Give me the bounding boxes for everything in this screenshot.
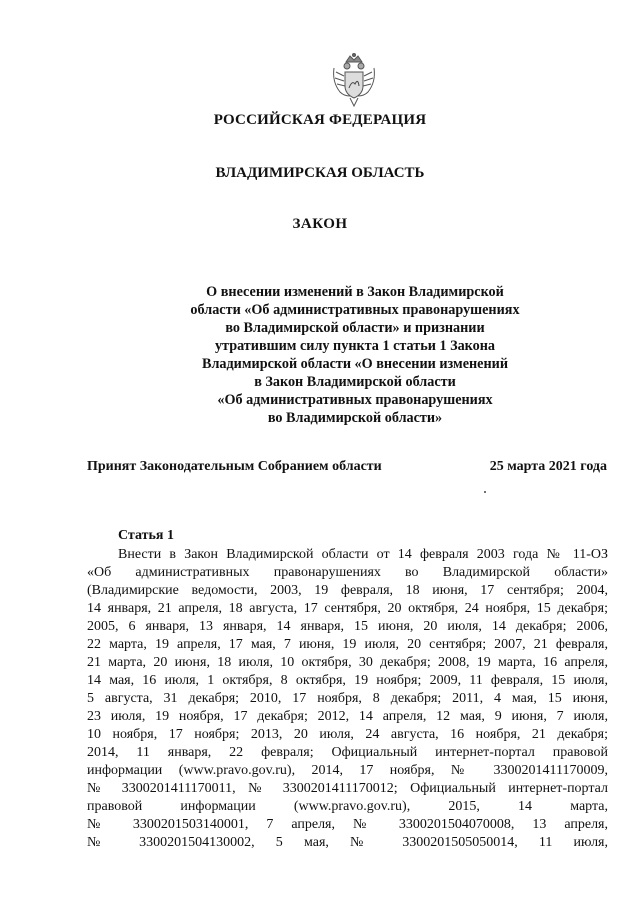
body-line: 14 января, 21 апреля, 18 августа, 17 сентября, 20 октября, 24 ноября, 15 декабря; bbox=[87, 601, 608, 616]
stray-dot bbox=[484, 491, 486, 493]
article-heading: Статья 1 bbox=[118, 528, 174, 543]
body-line: 5 августа, 31 декабря; 2010, 17 ноября, 8 декабря; 2011, 4 мая, 15 июня, bbox=[87, 691, 608, 706]
federation-heading: РОССИЙСКАЯ ФЕДЕРАЦИЯ bbox=[213, 112, 427, 128]
body-line: Внести в Закон Владимирской области от 14 февраля 2003 года № 11-ОЗ bbox=[118, 547, 608, 562]
region-heading: ВЛАДИМИРСКАЯ ОБЛАСТЬ bbox=[215, 165, 425, 181]
title-line: в Закон Владимирской области bbox=[254, 374, 456, 390]
body-line: 10 ноября, 17 ноября; 2013, 20 июля, 24 августа, 16 ноября, 21 декабря; bbox=[87, 727, 608, 742]
title-line: во Владимирской области» и признании bbox=[225, 320, 485, 336]
title-line: О внесении изменений в Закон Владимирской bbox=[206, 284, 504, 300]
body-line: 2005, 6 января, 13 января, 14 января, 15 июня, 20 июля, 14 декабря; 2006, bbox=[87, 619, 608, 634]
adoption-label: Принят Законодательным Собранием области bbox=[87, 459, 382, 474]
article-body bbox=[87, 546, 608, 852]
body-line: № 3300201411170011, № 3300201411170012; Официальный интернет-портал bbox=[87, 781, 608, 796]
title-line: Владимирской области «О внесении изменений bbox=[201, 356, 509, 372]
body-line: 22 марта, 19 апреля, 17 мая, 7 июня, 19 июля, 20 сентября; 2007, 21 февраля, bbox=[87, 637, 608, 652]
document-type-heading: ЗАКОН bbox=[292, 216, 348, 232]
body-line: информации (www.pravo.gov.ru), 2014, 17 ноября, № 3300201411170009, bbox=[87, 763, 608, 778]
adoption-row bbox=[87, 459, 607, 475]
title-line: области «Об административных правонарушениях bbox=[190, 302, 520, 318]
body-line: (Владимирские ведомости, 2003, 19 февраля, 18 июня, 17 сентября; 2004, bbox=[87, 583, 608, 598]
body-line: № 3300201503140001, 7 апреля, № 3300201504070008, 13 апреля, bbox=[87, 817, 608, 832]
title-line: «Об административных правонарушениях bbox=[217, 392, 493, 408]
body-line: «Об административных правонарушениях во Владимирской области» bbox=[87, 565, 608, 580]
body-line: № 3300201504130002, 5 мая, № 3300201505050014, 11 июля, bbox=[87, 835, 608, 850]
body-line: 21 марта, 20 июня, 18 июля, 10 октября, 30 декабря; 2008, 19 марта, 16 апреля, bbox=[87, 655, 608, 670]
coat-of-arms-icon bbox=[328, 52, 380, 108]
law-title bbox=[150, 283, 560, 427]
body-line: 23 июля, 19 ноября, 17 декабря; 2012, 14 апреля, 12 мая, 9 июня, 7 июля, bbox=[87, 709, 608, 724]
title-line: утратившим силу пункта 1 статьи 1 Закона bbox=[214, 338, 496, 354]
adoption-date: 25 марта 2021 года bbox=[489, 459, 607, 474]
body-line: 14 мая, 16 июля, 1 октября, 8 октября, 19 ноября; 2009, 11 февраля, 15 июля, bbox=[87, 673, 608, 688]
body-line: правовой информации (www.pravo.gov.ru), 2015, 14 марта, bbox=[87, 799, 608, 814]
body-line: 2014, 11 января, 22 февраля; Официальный интернет-портал правовой bbox=[87, 745, 608, 760]
title-line: во Владимирской области» bbox=[267, 410, 443, 426]
